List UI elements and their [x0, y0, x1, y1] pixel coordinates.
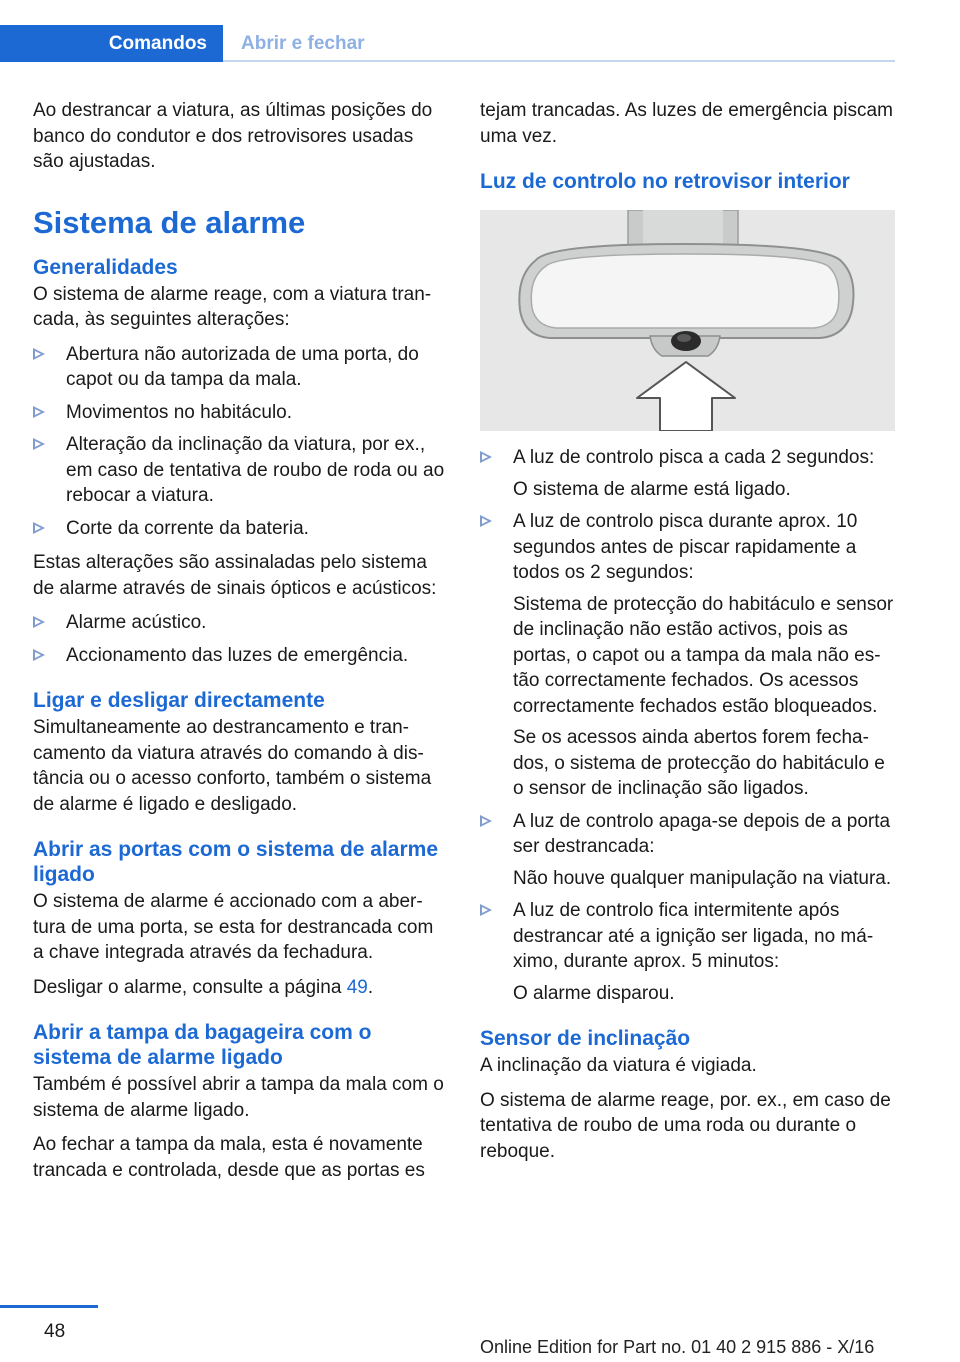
list-item: Alarme acústico.: [33, 610, 448, 636]
triangle-bullet-icon: [33, 649, 45, 661]
list-item: A luz de controlo apaga-se depois de a porta ser destrancada: Não houve qualquer manipulação na viatura.: [480, 809, 895, 892]
page-number: 48: [44, 1321, 66, 1342]
triangle-bullet-icon: [33, 438, 45, 450]
triangle-bullet-icon: [480, 815, 492, 827]
paragraph: O sistema de alarme é accionado com a abertura de uma porta, se esta for destrancada com a chave integrada através da fechadura.: [33, 891, 434, 963]
list-item-detail: Não houve qualquer manipulação na viatura.: [513, 867, 892, 889]
triangle-bullet-icon: [480, 904, 492, 916]
paragraph: tejam trancadas. As luzes de emergência piscam uma vez.: [480, 100, 893, 147]
edition-text: Online Edition for Part no. 01 40 2 915 886 - X/16: [480, 1337, 875, 1357]
heading-generalidades: Generalidades: [33, 255, 178, 279]
heading-luz-controlo: Luz de controlo no retrovisor interior: [480, 170, 850, 193]
intro-paragraph: Ao destrancar a viatura, as últimas posições do banco do condutor e dos retrovisores usadas são ajustadas.: [33, 100, 433, 172]
list-item: Corte da corrente da bateria.: [33, 516, 448, 542]
list-item: Movimentos no habitáculo.: [33, 400, 448, 426]
triangle-bullet-icon: [33, 522, 45, 534]
paragraph: O sistema de alarme reage, por. ex., em caso de tentativa de roubo de uma roda ou durante o reboque.: [480, 1089, 891, 1162]
triangle-bullet-icon: [480, 451, 492, 463]
list-item: Alteração da inclinação da viatura, por ex., em caso de tentativa de roubo de roda ou ao rebocar a viatura.: [33, 432, 448, 509]
heading-abrir-portas: Abrir as portas com o sistema de alarme ligado: [33, 838, 438, 886]
paragraph: Ao fechar a tampa da mala, esta é novamente trancada e controlada, desde que as portas es: [33, 1134, 425, 1181]
tab-abrir-e-fechar[interactable]: [223, 25, 365, 62]
triangle-bullet-icon: [33, 616, 45, 628]
mirror-icon: [480, 210, 895, 431]
triangle-bullet-icon: [33, 348, 45, 360]
list-item: A luz de controlo fica intermitente após destrancar até a ignição ser ligada, no máximo, durante aprox. 5 minutos: O alarme disparou.: [480, 898, 895, 1006]
header-divider: [223, 60, 895, 62]
list-item: Accionamento das luzes de emergência.: [33, 643, 448, 669]
heading-sensor-inclinacao: Sensor de inclinação: [480, 1027, 691, 1050]
rearview-mirror-illustration: [480, 210, 895, 431]
footer-rule: [0, 1305, 98, 1308]
list-item-detail: O sistema de alarme está ligado.: [513, 478, 791, 500]
paragraph: A inclinação da viatura é vigiada.: [480, 1055, 757, 1076]
list-alteracoes: [33, 342, 448, 542]
tab-label: Comandos: [108, 32, 207, 54]
heading-ligar-desligar: Ligar e desligar directamente: [33, 689, 325, 712]
paragraph: Também é possível abrir a tampa da mala com o sistema de alarme ligado.: [33, 1074, 444, 1121]
heading-abrir-tampa: Abrir a tampa da bagageira com o sistema de alarme ligado: [33, 1021, 372, 1069]
paragraph: O sistema de alarme reage, com a viatura trancada, às seguintes alterações:: [33, 283, 432, 330]
list-item: A luz de controlo pisca a cada 2 segundos: O sistema de alarme está ligado.: [480, 445, 895, 502]
paragraph-with-link: Desligar o alarme, consulte a página 49.: [33, 976, 374, 998]
list-item-detail: Se os acessos ainda abertos forem fechados, o sistema de protecção do habitáculo e o sensor de inclinação são ligados.: [513, 727, 885, 799]
section-title: Sistema de alarme: [33, 204, 306, 240]
paragraph: Estas alterações são assinaladas pelo sistema de alarme através de sinais ópticos e acústicos:: [33, 552, 437, 599]
list-item: A luz de controlo pisca durante aprox. 10 segundos antes de piscar rapidamente a todos os 2 segundos: Sistema de protecção do habitáculo e sensor de inclinação não estão activos, pois as portas, o capot ou a tampa da mala não estão correctamente fechados. Os acessos correctamente fechados estão bloqueados. Se os acessos ainda abertos forem fechados, o sistema de protecção do habitáculo e o sensor de inclinação são ligados.: [480, 509, 895, 802]
tab-label: Abrir e fechar: [241, 32, 365, 54]
page-link-49[interactable]: 49: [346, 976, 368, 998]
right-column: [480, 98, 895, 1173]
triangle-bullet-icon: [480, 515, 492, 527]
paragraph: Simultaneamente ao destrancamento e trancamento da viatura através do comando à distância ou o acesso conforto, também o sistema de alarme é ligado e desligado.: [33, 717, 432, 815]
list-sinais: [33, 610, 448, 668]
list-item-detail: O alarme disparou.: [513, 982, 675, 1004]
list-item-detail: Sistema de protecção do habitáculo e sensor de inclinação não estão activos, pois as portas, o capot ou a tampa da mala não estão correctamente fechados. Os acessos correctamente fechados estão bloqueados.: [513, 593, 894, 717]
tab-comandos[interactable]: [0, 25, 223, 62]
list-item: Abertura não autorizada de uma porta, do capot ou da tampa da mala.: [33, 342, 448, 393]
list-luz-controlo: [480, 445, 895, 1006]
left-column: [33, 98, 448, 1192]
triangle-bullet-icon: [33, 406, 45, 418]
